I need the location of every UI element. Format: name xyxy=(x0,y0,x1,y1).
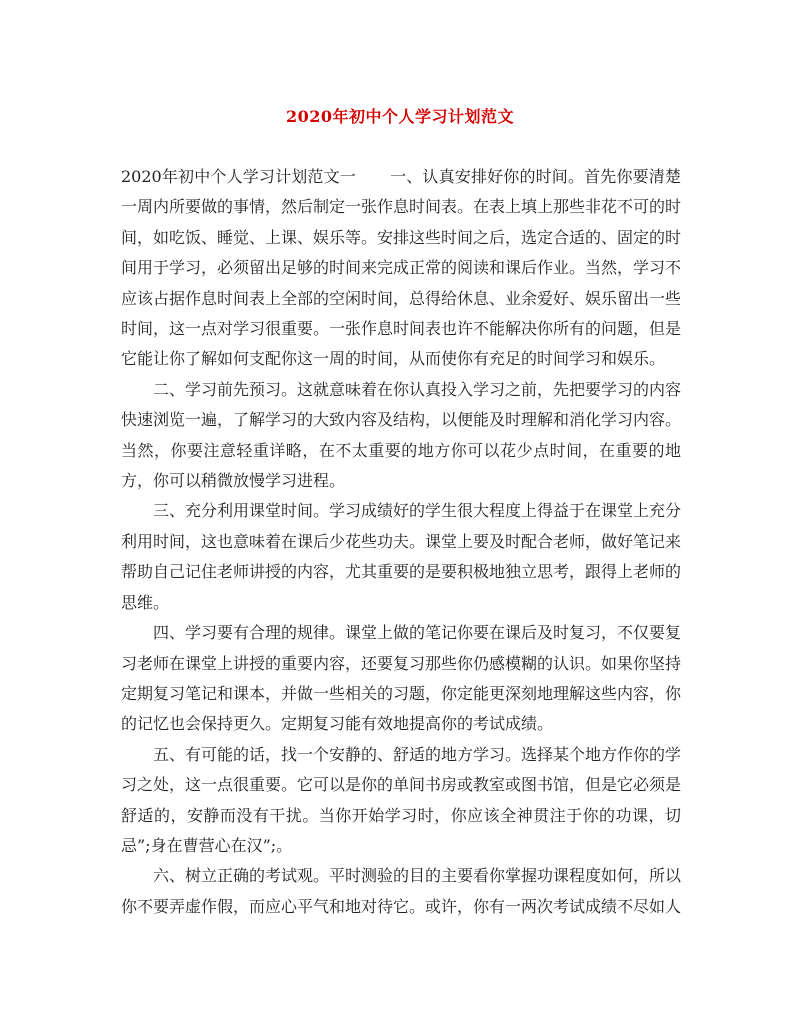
first-heading: 2020年初中个人学习计划范文一 xyxy=(121,167,356,186)
paragraph-5: 五、有可能的话，找一个安静的、舒适的地方学习。选择某个地方作你的学习之处，这一点很重要。它可以是你的单间书房或教室或图书馆，但是它必须是舒适的，安静而没有干扰。当你开始学习时，你应该全神贯注于你的功课，切忌”;身在曹营心在汉”;。 xyxy=(121,744,682,855)
paragraph-2: 二、学习前先预习。这就意味着在你认真投入学习之前，先把要学习的内容快速浏览一遍，了解学习的大致内容及结构，以便能及时理解和消化学习内容。当然，你要注意轻重详略，在不太重要的地方你可以花少点时间，在重要的地方，你可以稍微放慢学习进程。 xyxy=(121,379,682,491)
paragraph-3: 三、充分利用课堂时间。学习成绩好的学生很大程度上得益于在课堂上充分利用时间，这也意味着在课后少花些功夫。课堂上要及时配合老师，做好笔记来帮助自己记住老师讲授的内容，尤其重要的是要积极地独立思考，跟得上老师的思维。 xyxy=(121,501,682,612)
paragraph-6: 六、树立正确的考试观。平时测验的目的主要看你掌握功课程度如何，所以你不要弄虚作假，而应心平气和地对待它。或许，你有一两次考试成绩不尽如人 xyxy=(121,866,682,916)
document-title: 2020年初中个人学习计划范文 xyxy=(285,107,515,126)
document-body xyxy=(121,162,681,922)
paragraph-4: 四、学习要有合理的规律。课堂上做的笔记你要在课后及时复习，不仅要复习老师在课堂上讲授的重要内容，还要复习那些你仍感模糊的认识。如果你坚持定期复习笔记和课本，并做一些相关的习题，你定能更深刻地理解这些内容，你的记忆也会保持更久。定期复习能有效地提高你的考试成绩。 xyxy=(121,623,682,734)
paragraph-1-text: 一、认真安排好你的时间。首先你要清楚一周内所要做的事情，然后制定一张作息时间表。在表上填上那些非花不可的时间，如吃饭、睡觉、上课、娱乐等。安排这些时间之后，选定合适的、固定的时间用于学习，必须留出足够的时间来完成正常的阅读和课后作业。当然，学习不应该占据作息时间表上全部的空闲时间，总得给休息、业余爱好、娱乐留出一些时间，这一点对学习很重要。一张作息时间表也许不能解决你所有的问题，但是它能让你了解如何支配你这一周的时间，从而使你有充足的时间学习和娱乐。 xyxy=(121,167,682,369)
paragraph-1 xyxy=(121,162,681,375)
